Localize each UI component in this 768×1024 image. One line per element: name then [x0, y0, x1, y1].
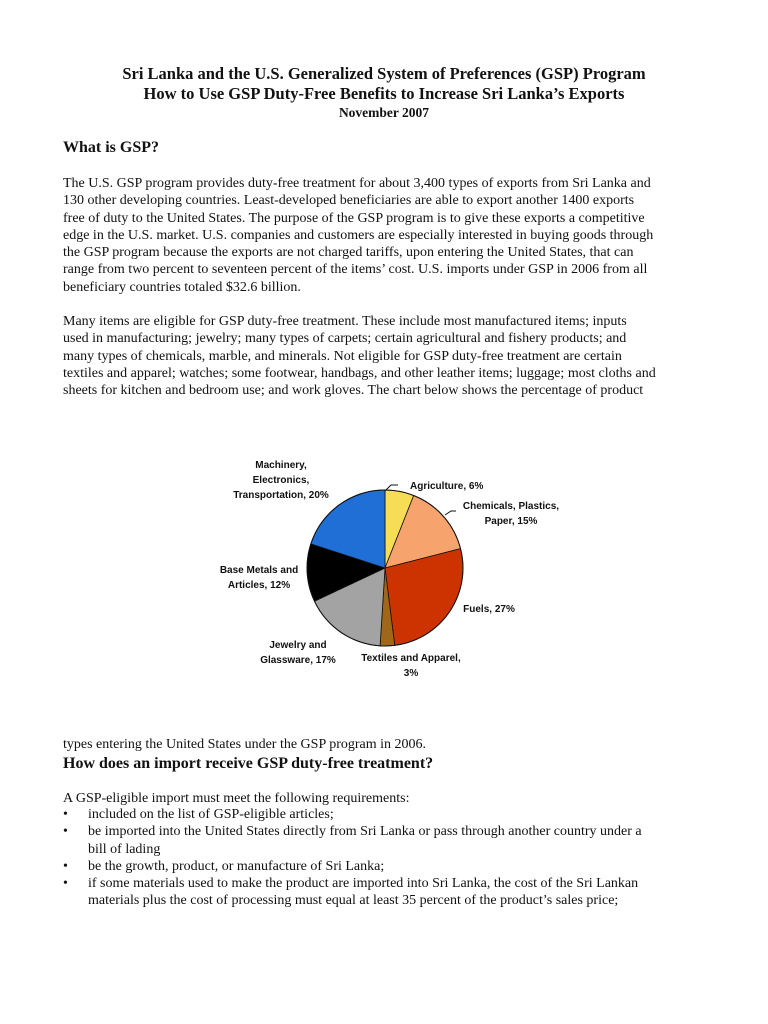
paragraph-line: textiles and apparel; watches; some footwear, handbags, and other leather items; luggage; most cloths and: [63, 365, 656, 381]
paragraph-line: Many items are eligible for GSP duty-free treatment. These include most manufactured items; inputs: [63, 314, 627, 329]
data-label-fuels: Fuels, 27%: [463, 604, 515, 615]
list-item: [63, 875, 723, 910]
list-item-line: materials plus the cost of processing must equal at least 35 percent of the product’s sales price;: [88, 893, 619, 909]
list-item-line: • if some materials used to make the product are imported into Sri Lanka, the cost of the Sri Lankan: [88, 876, 639, 892]
section-heading-what-is-gsp: What is GSP?: [63, 139, 160, 156]
document-date: November 2007: [338, 105, 430, 120]
list-item-line: • be imported into the United States directly from Sri Lanka or pass through another country under a: [88, 824, 642, 840]
paragraph-line: free of duty to the United States. The purpose of the GSP program is to give these exports a competitive: [63, 210, 645, 226]
paragraph-line: sheets for kitchen and bedroom use; and work gloves. The chart below shows the percentage of product: [63, 383, 644, 399]
paragraph-line: 130 other developing countries. Least-developed beneficiaries are able to export another 1400 exports: [63, 193, 635, 209]
document-title-line1: Sri Lanka and the U.S. Generalized System of Preferences (GSP) Program: [122, 64, 646, 83]
paragraph-line: many types of chemicals, marble, and minerals. Not eligible for GSP duty-free treatment are certain: [63, 348, 622, 364]
data-label-jewelry-and-glassware: Jewelry and Glassware, 17%: [260, 640, 336, 666]
data-label-base-metals-and-articles: Base Metals and Articles, 12%: [219, 565, 299, 591]
list-item: [63, 823, 723, 858]
paragraph-line: edge in the U.S. market. U.S. companies and customers are especially interested in buying goods through: [63, 227, 654, 243]
paragraph-gsp-overview: [63, 175, 713, 296]
leader-line-chemicals-plastics-paper: [445, 511, 456, 515]
document-title-line2: How to Use GSP Duty-Free Benefits to Increase Sri Lanka’s Exports: [143, 84, 625, 103]
paragraph-continued-line: [63, 736, 713, 753]
list-item-line: bill of lading: [88, 841, 161, 857]
list-item-line: • be the growth, product, or manufacture of Sri Lanka;: [88, 858, 385, 874]
requirements-list: [63, 806, 723, 910]
paragraph-line: used in manufacturing; jewelry; many types of carpets; certain agricultural and fishery products; and: [63, 331, 627, 347]
paragraph-line: types entering the United States under the GSP program in 2006.: [63, 737, 427, 752]
data-label-agriculture: Agriculture, 6%: [410, 481, 484, 492]
paragraph-line: the GSP program because the exports are not charged tariffs, upon entering the United States, that can: [63, 245, 634, 261]
data-label-textiles-and-apparel: Textiles and Apparel, 3%: [361, 653, 461, 679]
pie-chart: [0, 440, 768, 690]
title-block: [0, 64, 768, 121]
paragraph-line: A GSP-eligible import must meet the following requirements:: [63, 791, 410, 806]
paragraph-eligible-items: [63, 313, 713, 399]
paragraph-line: beneficiary countries totaled $32.6 billion.: [63, 279, 301, 295]
section-heading-how-to-receive: How does an import receive GSP duty-free treatment?: [63, 755, 434, 772]
data-label-chemicals-plastics-paper: Chemicals, Plastics, Paper, 15%: [462, 501, 560, 527]
list-item-line: • included on the list of GSP-eligible articles;: [88, 807, 334, 822]
list-item: [63, 806, 723, 823]
paragraph-line: The U.S. GSP program provides duty-free treatment for about 3,400 types of exports from Sri Lanka and: [63, 176, 651, 191]
list-item: [63, 858, 723, 875]
pie-chart-container: [0, 440, 768, 690]
data-label-machinery-electronics-transportation: Machinery, Electronics, Transportation, 20%: [233, 460, 329, 501]
requirements-intro: [63, 790, 713, 807]
paragraph-line: range from two percent to seventeen percent of the items’ cost. U.S. imports under GSP in 2006 from all: [63, 262, 648, 278]
